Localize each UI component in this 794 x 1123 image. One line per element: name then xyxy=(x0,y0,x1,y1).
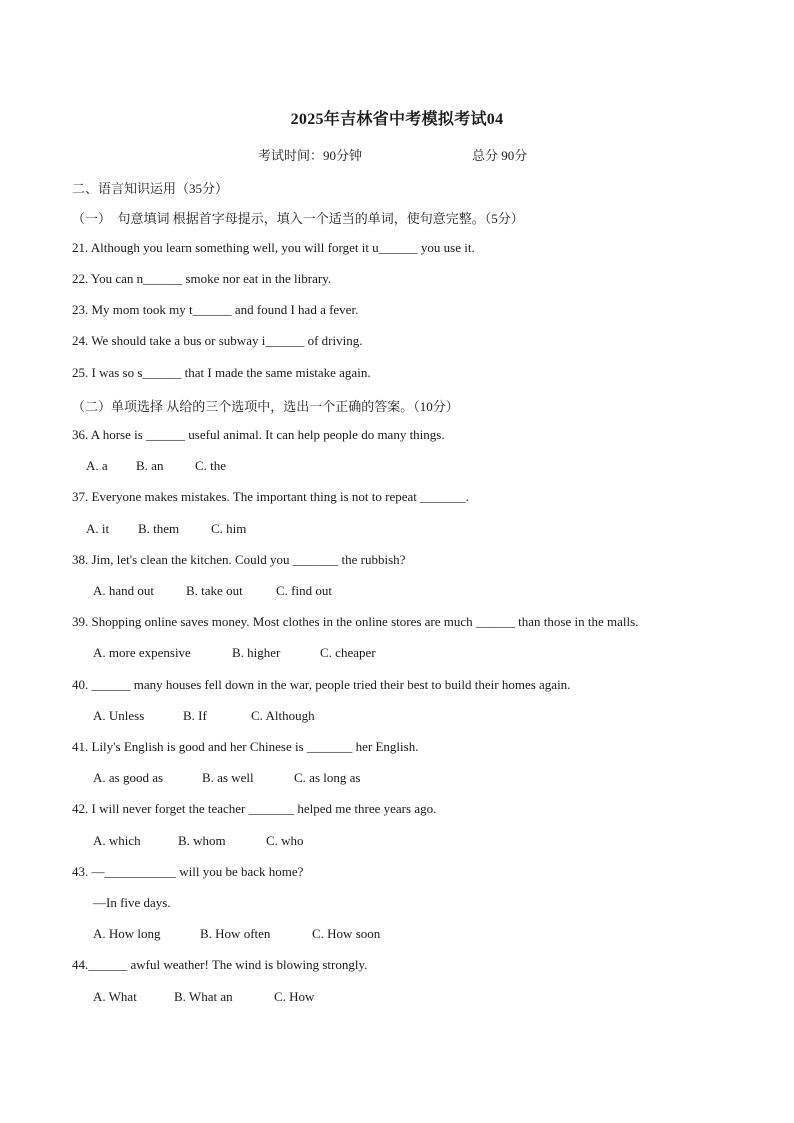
part2-instructions: （二）单项选择 从给的三个选项中，选出一个正确的答案。（10分） xyxy=(72,399,459,414)
q36-option-b: B. an xyxy=(136,458,164,473)
question-40: 40. ______ many houses fell down in the war, people tried their best to build their homes again. xyxy=(72,677,571,692)
q40-option-b: B. If xyxy=(183,708,207,723)
question-25: 25. I was so s______ that I made the same mistake again. xyxy=(72,365,371,380)
q39-option-a: A. more expensive xyxy=(93,645,191,660)
q43-answer-line: —In five days. xyxy=(93,895,171,910)
question-38: 38. Jim, let's clean the kitchen. Could you _______ the rubbish? xyxy=(72,552,406,567)
q43-option-a: A. How long xyxy=(93,926,161,941)
q36-option-c: C. the xyxy=(195,458,227,473)
q37-option-c: C. him xyxy=(211,521,247,536)
q41-option-a: A. as good as xyxy=(93,770,164,785)
q43-option-b: B. How often xyxy=(200,926,271,941)
question-21: 21. Although you learn something well, you will forget it u______ you use it. xyxy=(72,240,475,255)
q42-option-b: B. whom xyxy=(178,833,226,848)
question-22: 22. You can n______ smoke nor eat in the library. xyxy=(72,271,332,286)
question-37: 37. Everyone makes mistakes. The important thing is not to repeat _______. xyxy=(72,489,469,504)
exam-title: 2025年吉林省中考模拟考试04 xyxy=(290,111,504,128)
question-44: 44.______ awful weather! The wind is blowing strongly. xyxy=(72,957,368,972)
q38-option-a: A. hand out xyxy=(93,583,155,598)
section-heading: 二、语言知识运用（35分） xyxy=(72,181,229,196)
exam-time: 考试时间：90分钟 xyxy=(258,148,363,163)
q39-option-b: B. higher xyxy=(232,645,281,660)
q40-option-c: C. Although xyxy=(251,708,315,723)
question-39: 39. Shopping online saves money. Most clothes in the online stores are much ______ than those in the malls. xyxy=(72,614,639,629)
q42-option-c: C. who xyxy=(266,833,304,848)
q38-option-b: B. take out xyxy=(186,583,243,598)
question-23: 23. My mom took my t______ and found I had a fever. xyxy=(72,302,359,317)
q44-option-a: A. What xyxy=(93,989,137,1004)
q44-option-c: C. How xyxy=(274,989,315,1004)
question-41: 41. Lily's English is good and her Chinese is _______ her English. xyxy=(72,739,419,754)
q38-option-c: C. find out xyxy=(276,583,332,598)
q44-option-b: B. What an xyxy=(174,989,233,1004)
q39-option-c: C. cheaper xyxy=(320,645,376,660)
question-36: 36. A horse is ______ useful animal. It can help people do many things. xyxy=(72,427,445,442)
question-24: 24. We should take a bus or subway i______ of driving. xyxy=(72,333,363,348)
question-43: 43. —___________ will you be back home? xyxy=(72,864,304,879)
q37-option-b: B. them xyxy=(138,521,180,536)
q42-option-a: A. which xyxy=(93,833,141,848)
question-42: 42. I will never forget the teacher _______ helped me three years ago. xyxy=(72,801,437,816)
part1-instructions: （一） 句意填词 根据首字母提示，填入一个适当的单词，使句意完整。（5分） xyxy=(72,211,524,226)
q41-option-c: C. as long as xyxy=(294,770,361,785)
q41-option-b: B. as well xyxy=(202,770,254,785)
q36-option-a: A. a xyxy=(86,458,108,473)
exam-total-score: 总分 90分 xyxy=(472,148,528,163)
q37-option-a: A. it xyxy=(86,521,110,536)
q43-option-c: C. How soon xyxy=(312,926,381,941)
q40-option-a: A. Unless xyxy=(93,708,145,723)
